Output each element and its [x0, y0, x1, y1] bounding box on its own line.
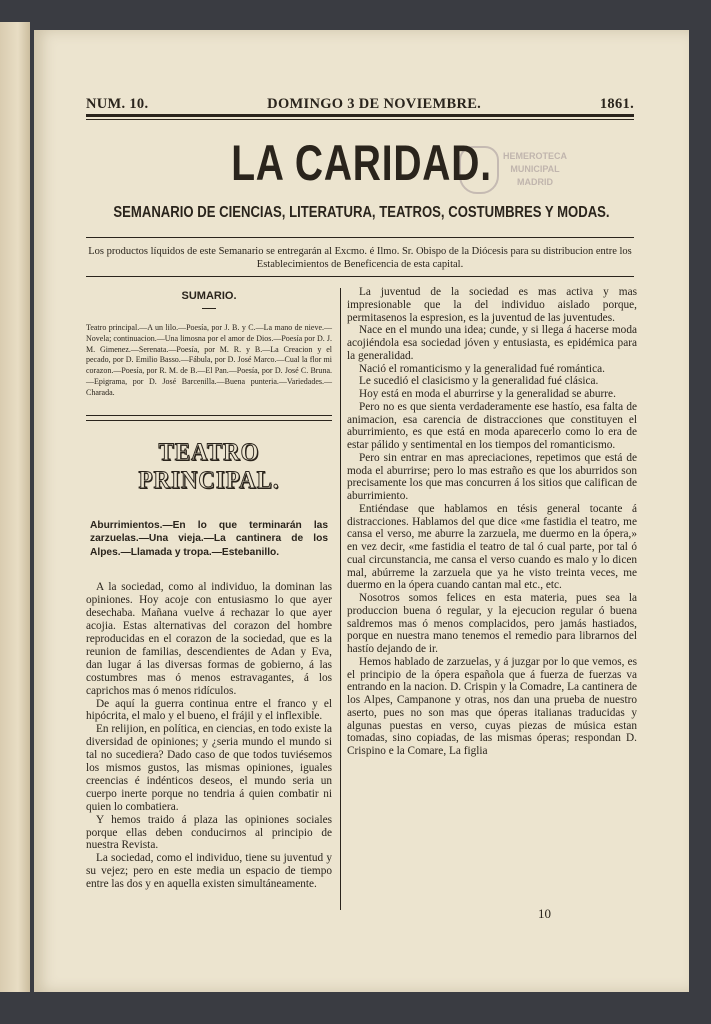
stamp-line-3: MADRID — [517, 177, 553, 187]
article-title: TEATRO PRINCIPAL. — [138, 438, 280, 494]
header-rule-thin — [86, 119, 634, 120]
paragraph: Nace en el mundo una idea; cunde, y si llega á hacerse moda acojiéndola esa sociedad jóven y entusiasta, es epidémica para la generalidad. — [347, 324, 637, 362]
paragraph: Nosotros somos felices en esta materia, pues sea la produccion buena ó regular, y la ejecucion regular ó buena saldremos mas ó menos complacidos, pero jamás hastiados, porque en nuestra mano tenemos el remedio para librarnos del hastío dejando de ir. — [347, 592, 637, 655]
paragraph: Hemos hablado de zarzuelas, y á juzgar por lo que vemos, es el principio de la ópera española que á fuerza de fuerzas va entrando en la nacion. D. Crispin y la Comadre, La cantinera de los Alpes, Campanone y otras, nos dan una prueba de nuestro aserto, pues no son mas que óperas italianas traducidas y algunas puestas en verso, cuyas piezas de música estan tomadas, sino copiadas, de las mismas óperas; respondan D. Crispino e la Comare, La figlia — [347, 655, 637, 757]
issue-year: 1861. — [599, 96, 634, 112]
article-deck: Aburrimientos.—En lo que terminarán las zarzuelas.—Una vieja.—La cantinera de los Alpes.—Llamada y tropa.—Estebanillo. — [90, 519, 328, 558]
sumario-heading: SUMARIO. — [181, 290, 237, 302]
sumario-dash — [202, 308, 216, 309]
paragraph: La juventud de la sociedad es mas activa y mas impresionable que la del individuo aislado porque, permitasenos la espresion, es la juventud de las juventudes. — [347, 286, 637, 324]
distribution-notice: Los productos líquidos de este Semanario se entregarán al Excmo. é Ilmo. Sr. Obispo de la Diócesis para su distribucion entre los Establecimientos de Beneficencia de esta capital. — [88, 246, 632, 270]
column-divider — [340, 288, 341, 910]
stamp-line-2: MUNICIPAL — [510, 164, 560, 174]
issue-date: DOMINGO 3 DE NOVIEMBRE. — [267, 96, 482, 112]
sumario-text: Teatro principal.—A un lilo.—Poesía, por J. B. y C.—La mano de nieve.—Novela; continuacion.—Una limosna por el amor de Dios.—Poesía por D. J. M. Gimenez.—Serenata.—Poesía, por M. R. y B.—La Creacion y el pecado, por D. Emilio Basso.—Fábula, por D. José Marco.—Cual la flor mi corazon.—Poesía, por R. M. de B.—El Pan.—Poesía, por D. José C. Bruna.—Epigrama, por D. José Barcenilla.—Buena punteria.—Variedades.—Charada. — [86, 323, 332, 397]
paragraph: Le sucedió el clasicismo y la generalidad fué clásica. — [359, 375, 599, 388]
paragraph: En relijion, en política, en ciencias, en todo existe la diversidad de opiniones; y ¿seria mundo el mundo si tal no sucediera? Dado caso de que todos tuviésemos los mismos gustos, las mismas opiniones, iguales creencias é indénticos deseos, el mundo seria un cuerpo inerte porque no tendria á quien combatir ni quien lo combatiera. — [86, 723, 332, 813]
header-rule — [86, 114, 634, 117]
paragraph: Entiéndase que hablamos en tésis general tocante á distracciones. Hablamos del que dice «me fastidia el teatro, me cansa el verso, me aburre la zarzuela, me duermo en la ópera,» en vez decir, «me fastidia el teatro de tal ó cual parte, por tal ó cual circunstancia, me cansa el verso cuando es malo y lo dicen mal, abúrreme la zarzuela que ya he visto treinta veces, me duermo en la ópera cuando cantan mal etc., etc. — [347, 502, 637, 592]
newspaper-title: LA CARIDAD. — [231, 135, 492, 191]
left-column-body — [86, 581, 332, 891]
paragraph: Y hemos traido á plaza las opiniones sociales porque ellas deben conducirnos al principio de nuestra Revista. — [86, 813, 332, 852]
right-column — [347, 286, 637, 758]
paragraph: Nació el romanticismo y la generalidad fué romántica. — [359, 362, 605, 375]
paragraph: A la sociedad, como al individuo, la dominan las opiniones. Hoy acoje con entusiasmo lo que ayer desechaba. Mañana vuelve á rechazar lo que ayer acojia. Estas alternativas del corazon del hombre reproducidas en el corazon de la sociedad, que es la reunion de familias, descendientes de Adan y Eva, dan lugar á las diversas formas de gobierno, á las costumbres mas ó menos estravagantes, á los caprichos mas ó menos ridículos. — [86, 581, 332, 697]
masthead-header — [86, 96, 634, 113]
paragraph: De aquí la guerra continua entre el franco y el hipócrita, el malo y el bueno, el frájil y el inflexible. — [86, 697, 332, 723]
paragraph: Pero no es que sienta verdaderamente ese hastío, esa falta de animacion, esa carencia de distracciones que constituyen el aburrimiento, es que está en moda aparecerlo como lo era de estar pálido y sentimental en los tiempos del romanticismo. — [347, 400, 637, 451]
book-spine-left — [0, 22, 30, 992]
issue-number: NUM. 10. — [86, 96, 149, 112]
left-column — [86, 286, 332, 891]
notice-rule-bottom — [86, 276, 634, 277]
section-double-rule — [86, 415, 332, 421]
paragraph: La sociedad, como el individuo, tiene su juventud y su vejez; pero en este media un espacio de tiempo entre las dos y en aquella existen simultáneamente. — [86, 852, 332, 891]
paragraph: Pero sin entrar en mas apreciaciones, repetimos que está de moda el aburrirse; pero lo mas estraño es que los aburridos son precisamente los que mas concurren á los sitios que califican de aburrimiento. — [347, 451, 637, 502]
paragraph: Hoy está en moda el aburrirse y la generalidad se aburre. — [359, 388, 616, 400]
notice-rule-top — [86, 237, 634, 238]
newspaper-page — [34, 30, 689, 992]
newspaper-subtitle: SEMANARIO DE CIENCIAS, LITERATURA, TEATROS, COSTUMBRES Y MODAS. — [113, 204, 610, 221]
page-number: 10 — [538, 906, 551, 921]
stamp-line-1: HEMEROTECA — [502, 151, 567, 161]
